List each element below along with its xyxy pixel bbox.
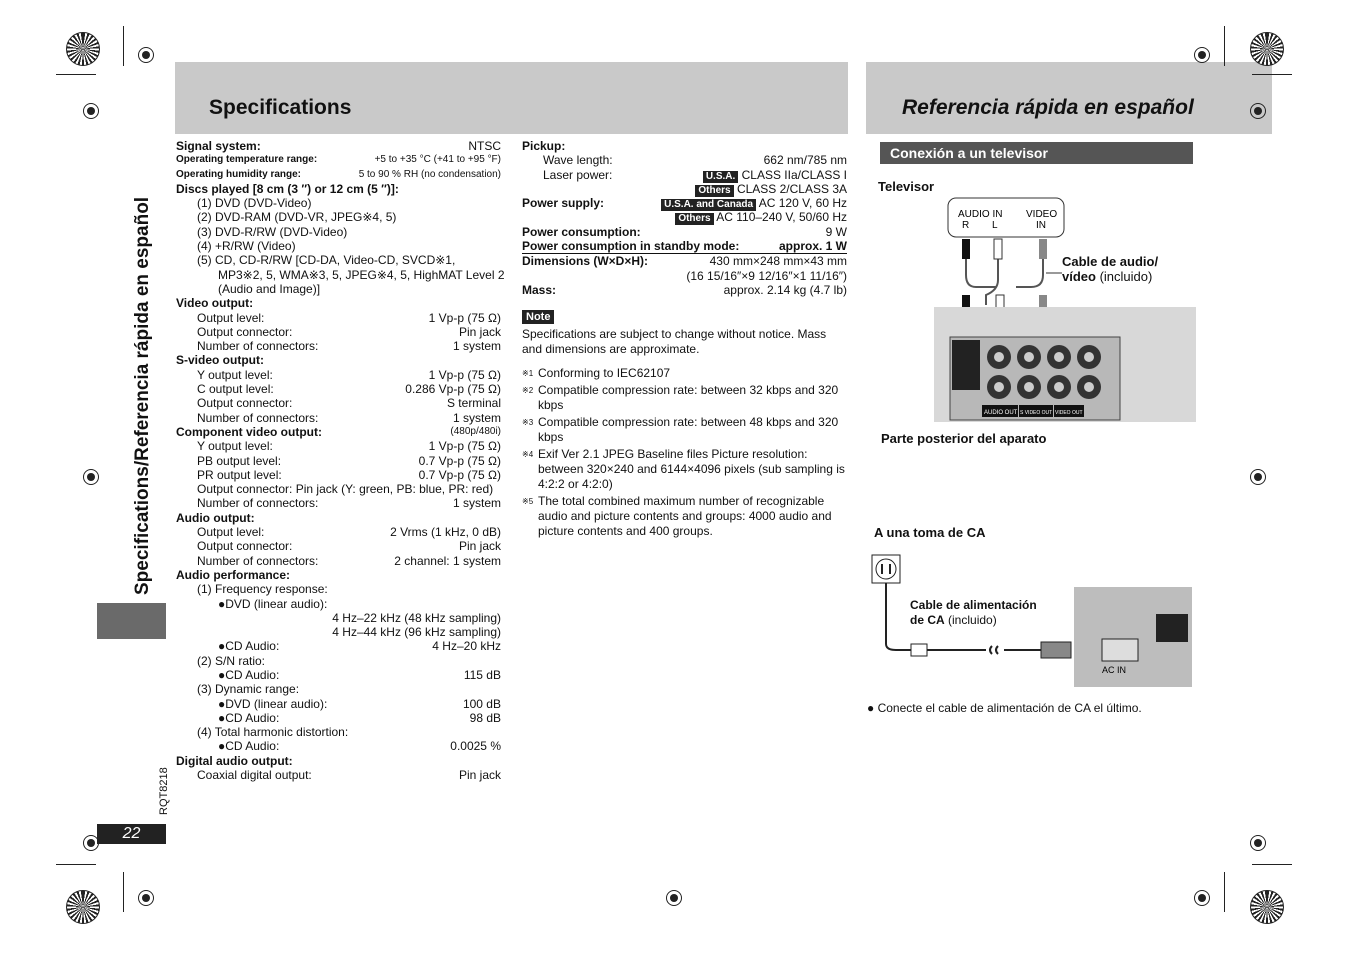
pickup-label: Pickup: bbox=[522, 139, 566, 153]
spec-value: 100 dB bbox=[462, 696, 501, 711]
spec-label: Number of connectors: bbox=[197, 496, 319, 511]
tv-video-label: VIDEO bbox=[1026, 209, 1058, 220]
mass-label: Mass: bbox=[522, 282, 557, 297]
footnote-text: Compatible compression rate: between 32 kbps and 320 kbps bbox=[538, 383, 839, 413]
crosshair-icon bbox=[135, 44, 157, 66]
spec-value: (480p/480i) bbox=[450, 425, 501, 437]
rear-label: Parte posterior del aparato bbox=[881, 431, 1047, 446]
spec-row bbox=[176, 353, 501, 367]
spec-row bbox=[176, 754, 501, 768]
footnote bbox=[522, 415, 847, 445]
region-badge: Others bbox=[695, 185, 733, 197]
laser-value-2: CLASS 2/CLASS 3A bbox=[736, 181, 847, 196]
crop-mark bbox=[1224, 872, 1225, 912]
spec-row bbox=[176, 582, 501, 596]
spec-value: Pin jack bbox=[458, 539, 501, 554]
spec-row bbox=[176, 296, 501, 310]
spec-label: Operating humidity range: bbox=[176, 168, 302, 180]
spec-row bbox=[176, 411, 501, 425]
note-badge: Note bbox=[522, 310, 554, 324]
panel-svideo-out: S VIDEO OUT bbox=[1020, 410, 1053, 416]
footnote-text: Compatible compression rate: between 48 kbps and 320 kbps bbox=[538, 415, 839, 445]
spec-row bbox=[176, 196, 501, 210]
spec-row bbox=[176, 768, 501, 782]
spec-row bbox=[176, 368, 501, 382]
spec-row bbox=[176, 496, 501, 510]
footnote-mark: ※5 bbox=[522, 497, 534, 507]
note-text: Specifications are subject to change without notice. Mass and dimensions are approximate. bbox=[522, 327, 827, 357]
spec-row bbox=[176, 153, 501, 167]
spec-label: Output level: bbox=[197, 310, 265, 325]
spec-label: ●DVD (linear audio): bbox=[218, 596, 328, 611]
spec-row bbox=[176, 711, 501, 725]
dimensions-value-mm: 430 mm×248 mm×43 mm bbox=[709, 254, 847, 269]
crop-mark bbox=[1252, 864, 1292, 865]
specs-column-2 bbox=[522, 139, 847, 541]
spec-label: (4) +R/RW (Video) bbox=[197, 239, 296, 254]
spec-row bbox=[176, 668, 501, 682]
spec-label: Output level: bbox=[197, 525, 265, 540]
page-title: Specifications bbox=[209, 96, 352, 119]
spec-label: Output connector: Pin jack (Y: green, PB: blue, PR: red) bbox=[197, 482, 494, 497]
spec-label: ●DVD (linear audio): bbox=[218, 696, 328, 711]
spec-value: S terminal bbox=[446, 396, 501, 411]
panel-video-out: VIDEO OUT bbox=[1055, 410, 1083, 416]
spec-row bbox=[176, 597, 501, 611]
spec-label: Operating temperature range: bbox=[176, 154, 318, 166]
spec-row bbox=[176, 239, 501, 253]
crop-mark bbox=[56, 864, 96, 865]
footnote bbox=[522, 383, 847, 413]
spec-row bbox=[176, 267, 505, 282]
section-heading: Conexión a un televisor bbox=[880, 142, 1193, 164]
spec-row bbox=[176, 311, 501, 325]
spec-label: ●CD Audio: bbox=[218, 639, 280, 654]
spec-row bbox=[176, 511, 501, 525]
ac-note: ● Conecte el cable de alimentación de CA el último. bbox=[867, 701, 1142, 715]
crosshair-icon bbox=[135, 887, 157, 909]
spec-value: 0.286 Vp-p (75 Ω) bbox=[405, 382, 501, 397]
spec-value: Pin jack bbox=[458, 324, 501, 339]
spec-value: 1 Vp-p (75 Ω) bbox=[428, 367, 501, 382]
spec-row bbox=[176, 396, 501, 410]
spanish-title: Referencia rápida en español bbox=[902, 96, 1194, 119]
panel-audio-out: AUDIO OUT bbox=[984, 410, 1018, 416]
spec-row bbox=[176, 425, 501, 439]
registration-rose-icon bbox=[1250, 32, 1284, 66]
cable-caption: Cable de audio/ vídeo (incluido) bbox=[1062, 254, 1159, 284]
spec-label: C output level: bbox=[197, 382, 274, 397]
spec-value: Pin jack bbox=[458, 768, 501, 783]
crosshair-icon bbox=[1191, 44, 1213, 66]
spec-label: Coaxial digital output: bbox=[197, 768, 312, 783]
ac-in-label: AC IN bbox=[1102, 665, 1127, 675]
standby-value: approx. 1 W bbox=[778, 239, 847, 254]
spec-row bbox=[176, 539, 501, 553]
page-number: 22 bbox=[97, 824, 166, 844]
spec-label: Output connector: bbox=[197, 324, 293, 339]
spec-label: S-video output: bbox=[176, 353, 264, 368]
registration-rose-icon bbox=[66, 32, 100, 66]
tv-connection-diagram bbox=[866, 195, 1196, 425]
tv-r-label: R bbox=[962, 220, 970, 231]
spec-label: (2) S/N ratio: bbox=[197, 653, 266, 668]
spec-label: Number of connectors: bbox=[197, 339, 319, 354]
spec-row bbox=[176, 382, 501, 396]
tv-in-label: IN bbox=[1036, 220, 1046, 231]
spec-row bbox=[176, 339, 501, 353]
spec-value: NTSC bbox=[468, 139, 501, 153]
footnote-text: Exif Ver 2.1 JPEG Baseline files Picture resolution: between 320×240 and 6144×4096 pixels (sub sampling is 4:2:2 or 4:2:0) bbox=[538, 447, 845, 492]
footnote-text: Conforming to IEC62107 bbox=[538, 366, 671, 381]
crop-mark bbox=[123, 26, 124, 66]
spec-label: Discs played [8 cm (3 ″) or 12 cm (5 ″)]: bbox=[176, 181, 399, 196]
spec-row bbox=[176, 282, 501, 296]
spec-label: Number of connectors: bbox=[197, 553, 319, 568]
spec-row bbox=[176, 525, 501, 539]
spec-label: Y output level: bbox=[197, 439, 273, 454]
wave-label: Wave length: bbox=[543, 153, 613, 168]
spec-label: ●CD Audio: bbox=[218, 739, 280, 754]
spec-row bbox=[176, 168, 501, 182]
spec-label: Y output level: bbox=[197, 367, 273, 382]
crosshair-icon bbox=[663, 887, 685, 909]
wave-value: 662 nm/785 nm bbox=[763, 153, 847, 168]
spec-value: 1 system bbox=[452, 410, 501, 425]
laser-value-1: CLASS IIa/CLASS I bbox=[741, 167, 847, 182]
spec-row bbox=[176, 454, 501, 468]
spec-row bbox=[176, 697, 501, 711]
spec-label: (5) CD, CD-R/RW [CD-DA, Video-CD, SVCD※1, bbox=[197, 253, 456, 268]
footnote-mark: ※1 bbox=[522, 369, 534, 379]
crosshair-icon bbox=[1247, 466, 1269, 488]
dimensions-label: Dimensions (W×D×H): bbox=[522, 254, 649, 269]
spec-value: 0.0025 % bbox=[450, 739, 501, 754]
spec-label: (3) DVD-R/RW (DVD-Video) bbox=[197, 224, 348, 239]
region-badge: U.S.A. bbox=[703, 171, 738, 183]
spec-row bbox=[176, 439, 501, 453]
spec-label: MP3※2, 5, WMA※3, 5, JPEG※4, 5, HighMAT Level 2 bbox=[218, 267, 505, 282]
spec-value: 1 Vp-p (75 Ω) bbox=[428, 310, 501, 325]
vertical-title: Specifications/Referencia rápida en español bbox=[132, 196, 153, 595]
spec-value: 98 dB bbox=[469, 710, 501, 725]
spec-row bbox=[176, 468, 501, 482]
spec-label: ●CD Audio: bbox=[218, 667, 280, 682]
specs-column-1 bbox=[176, 139, 505, 783]
spec-label: Audio performance: bbox=[176, 567, 291, 582]
spec-value: 1 system bbox=[452, 339, 501, 354]
spec-value: 0.7 Vp-p (75 Ω) bbox=[418, 453, 501, 468]
ac-label: A una toma de CA bbox=[874, 525, 986, 540]
footnote-text: The total combined maximum number of recognizable audio and picture contents and groups: 4000 audio and picture contents and 400 groups. bbox=[538, 494, 832, 539]
spec-value: 2 channel: 1 system bbox=[394, 553, 501, 568]
spec-value: 0.7 Vp-p (75 Ω) bbox=[418, 467, 501, 482]
crosshair-icon bbox=[80, 832, 102, 854]
spec-row bbox=[176, 554, 501, 568]
spec-value: 4 Hz–44 kHz (96 kHz sampling) bbox=[332, 625, 501, 640]
spec-row bbox=[176, 210, 501, 224]
doc-code: RQT8218 bbox=[158, 767, 170, 815]
spec-row bbox=[176, 568, 501, 582]
region-badge: U.S.A. and Canada bbox=[661, 199, 756, 211]
crosshair-icon bbox=[1247, 100, 1269, 122]
spec-row bbox=[176, 139, 501, 153]
spec-row bbox=[176, 625, 501, 639]
spec-row bbox=[176, 654, 501, 668]
power-value-1: AC 120 V, 60 Hz bbox=[758, 196, 847, 211]
crop-mark bbox=[56, 74, 96, 75]
consumption-label: Power consumption: bbox=[522, 224, 641, 239]
spec-value: 4 Hz–22 kHz (48 kHz sampling) bbox=[332, 610, 501, 625]
crosshair-icon bbox=[1247, 832, 1269, 854]
spec-label: (1) Frequency response: bbox=[197, 582, 328, 597]
spec-label: (3) Dynamic range: bbox=[197, 682, 300, 697]
dimensions-value-in: (16 15/16″×9 12/16″×1 11/16″) bbox=[686, 268, 847, 283]
spec-label: ●CD Audio: bbox=[218, 710, 280, 725]
registration-rose-icon bbox=[66, 890, 100, 924]
side-tab bbox=[97, 603, 166, 639]
spec-row bbox=[176, 611, 501, 625]
power-value-2: AC 110–240 V, 50/60 Hz bbox=[716, 210, 847, 225]
spec-value: 115 dB bbox=[463, 667, 501, 682]
spec-row bbox=[176, 325, 501, 339]
spec-label: Digital audio output: bbox=[176, 753, 293, 768]
power-supply-label: Power supply: bbox=[522, 196, 605, 211]
footnote-mark: ※3 bbox=[522, 418, 534, 428]
spec-value: +5 to +35 °C (+41 to +95 °F) bbox=[374, 154, 501, 166]
spec-value: 4 Hz–20 kHz bbox=[432, 639, 501, 654]
spec-label: Audio output: bbox=[176, 510, 255, 525]
spec-label: Video output: bbox=[176, 296, 254, 311]
spec-label: (Audio and Image)] bbox=[218, 281, 321, 296]
region-badge: Others bbox=[675, 213, 713, 225]
footnotes bbox=[522, 366, 847, 539]
power-cable-caption: Cable de alimentación de CA (incluido) bbox=[910, 598, 1037, 627]
laser-label: Laser power: bbox=[543, 167, 613, 182]
footnote bbox=[522, 447, 847, 492]
spec-label: Output connector: bbox=[197, 539, 293, 554]
spec-label: PR output level: bbox=[197, 467, 282, 482]
crosshair-icon bbox=[1191, 887, 1213, 909]
footnote-mark: ※2 bbox=[522, 386, 534, 396]
mass-value: approx. 2.14 kg (4.7 lb) bbox=[723, 282, 847, 297]
spec-label: Signal system: bbox=[176, 139, 261, 153]
tv-label: Televisor bbox=[878, 179, 935, 194]
spec-row bbox=[176, 253, 501, 267]
footnote bbox=[522, 494, 847, 539]
consumption-value: 9 W bbox=[825, 224, 847, 239]
spec-label: (4) Total harmonic distortion: bbox=[197, 725, 349, 740]
spec-label: Output connector: bbox=[197, 396, 293, 411]
crop-mark bbox=[1224, 26, 1225, 66]
tv-l-label: L bbox=[992, 220, 998, 231]
spec-row bbox=[176, 225, 501, 239]
spec-row bbox=[176, 682, 501, 696]
spec-value: 5 to 90 % RH (no condensation) bbox=[358, 168, 501, 180]
spec-row bbox=[176, 725, 501, 739]
footnote bbox=[522, 366, 847, 381]
footnote-mark: ※4 bbox=[522, 450, 534, 460]
spec-label: PB output level: bbox=[197, 453, 282, 468]
tv-audio-in-label: AUDIO IN bbox=[958, 209, 1003, 220]
spec-label: Component video output: bbox=[176, 424, 322, 439]
spec-value: 1 system bbox=[452, 496, 501, 511]
spec-label: Number of connectors: bbox=[197, 410, 319, 425]
spec-label: (1) DVD (DVD-Video) bbox=[197, 196, 312, 211]
crosshair-icon bbox=[80, 100, 102, 122]
standby-label: Power consumption in standby mode: bbox=[522, 239, 740, 254]
spec-label: (2) DVD-RAM (DVD-VR, JPEG※4, 5) bbox=[197, 210, 397, 225]
spec-value: 1 Vp-p (75 Ω) bbox=[428, 439, 501, 454]
registration-rose-icon bbox=[1250, 890, 1284, 924]
crosshair-icon bbox=[80, 466, 102, 488]
spec-row bbox=[176, 182, 501, 196]
spec-row bbox=[176, 739, 501, 753]
spec-value: 2 Vrms (1 kHz, 0 dB) bbox=[390, 525, 501, 540]
crop-mark bbox=[1252, 74, 1292, 75]
spec-row bbox=[176, 482, 501, 496]
spec-row bbox=[176, 639, 501, 653]
crop-mark bbox=[123, 872, 124, 912]
